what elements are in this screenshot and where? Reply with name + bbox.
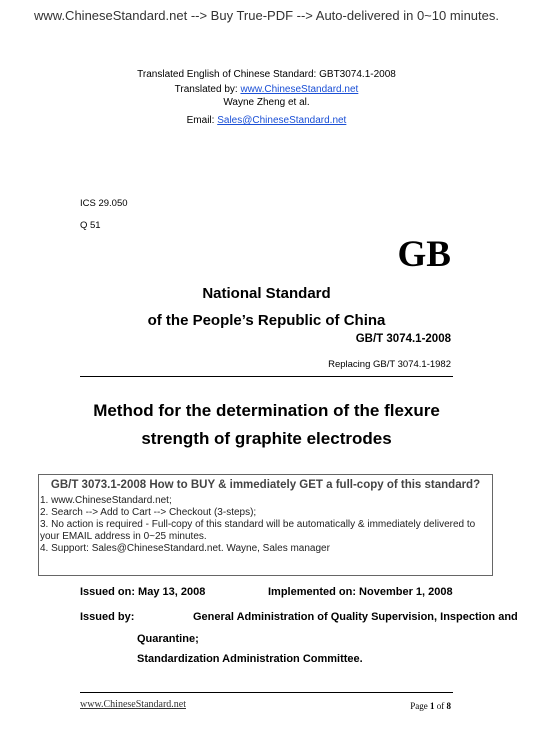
document-title-line1: Method for the determination of the flexure bbox=[93, 401, 440, 420]
issued-on-date: Issued on: May 13, 2008 bbox=[80, 586, 206, 598]
page-of: of bbox=[436, 701, 445, 711]
issued-by-line2: Quarantine; bbox=[137, 633, 199, 645]
buy-steps-list bbox=[40, 495, 475, 555]
page-total: 8 bbox=[446, 701, 451, 711]
email-label: Email: bbox=[186, 115, 215, 126]
document-title-line2: strength of graphite electrodes bbox=[141, 429, 392, 448]
gb-logo: GB bbox=[397, 234, 451, 275]
prc-heading: of the People’s Republic of China bbox=[147, 312, 386, 329]
page-current: 1 bbox=[430, 701, 435, 711]
translated-by-row bbox=[0, 84, 533, 95]
translated-by-label: Translated by: bbox=[174, 84, 238, 95]
issued-by-label: Issued by: bbox=[80, 611, 135, 623]
national-standard-heading: National Standard bbox=[202, 285, 331, 302]
page-word: Page bbox=[410, 701, 428, 711]
footer-divider bbox=[80, 692, 453, 693]
buy-step: your EMAIL address in 0~25 minutes. bbox=[40, 531, 207, 542]
header-divider bbox=[80, 376, 453, 377]
implemented-on-date: Implemented on: November 1, 2008 bbox=[268, 586, 453, 598]
ccs-code: Q 51 bbox=[80, 220, 101, 231]
email-row bbox=[0, 115, 533, 126]
issued-by-line3: Standardization Administration Committee. bbox=[137, 653, 363, 665]
footer-site-link[interactable]: www.ChineseStandard.net bbox=[80, 699, 186, 710]
top-banner: www.ChineseStandard.net --> Buy True-PDF --> Auto-delivered in 0~10 minutes. bbox=[34, 8, 499, 23]
translated-by-link[interactable]: www.ChineseStandard.net bbox=[240, 84, 359, 95]
email-link[interactable]: Sales@ChineseStandard.net bbox=[217, 115, 347, 126]
translation-line: Translated English of Chinese Standard: GBT3074.1-2008 bbox=[137, 69, 396, 80]
buy-step: 4. Support: Sales@ChineseStandard.net. Wayne, Sales manager bbox=[40, 543, 330, 554]
issued-by-line1: General Administration of Quality Supervision, Inspection and bbox=[193, 611, 518, 623]
issued-by-block bbox=[0, 611, 533, 671]
standard-number: GB/T 3074.1-2008 bbox=[355, 333, 451, 345]
buy-info-box bbox=[38, 474, 493, 576]
page-number bbox=[410, 701, 451, 711]
translator-name: Wayne Zheng et al. bbox=[223, 97, 310, 108]
ics-code: ICS 29.050 bbox=[80, 198, 128, 209]
replacing-note: Replacing GB/T 3074.1-1982 bbox=[328, 359, 451, 370]
buy-step: 3. No action is required - Full-copy of this standard will be automatically & immediately delivered to bbox=[40, 519, 476, 530]
buy-heading: GB/T 3073.1-2008 How to BUY & immediately GET a full-copy of this standard? bbox=[50, 479, 481, 491]
buy-step: 2. Search --> Add to Cart --> Checkout (3-steps); bbox=[40, 507, 257, 518]
buy-step: 1. www.ChineseStandard.net; bbox=[40, 495, 172, 506]
